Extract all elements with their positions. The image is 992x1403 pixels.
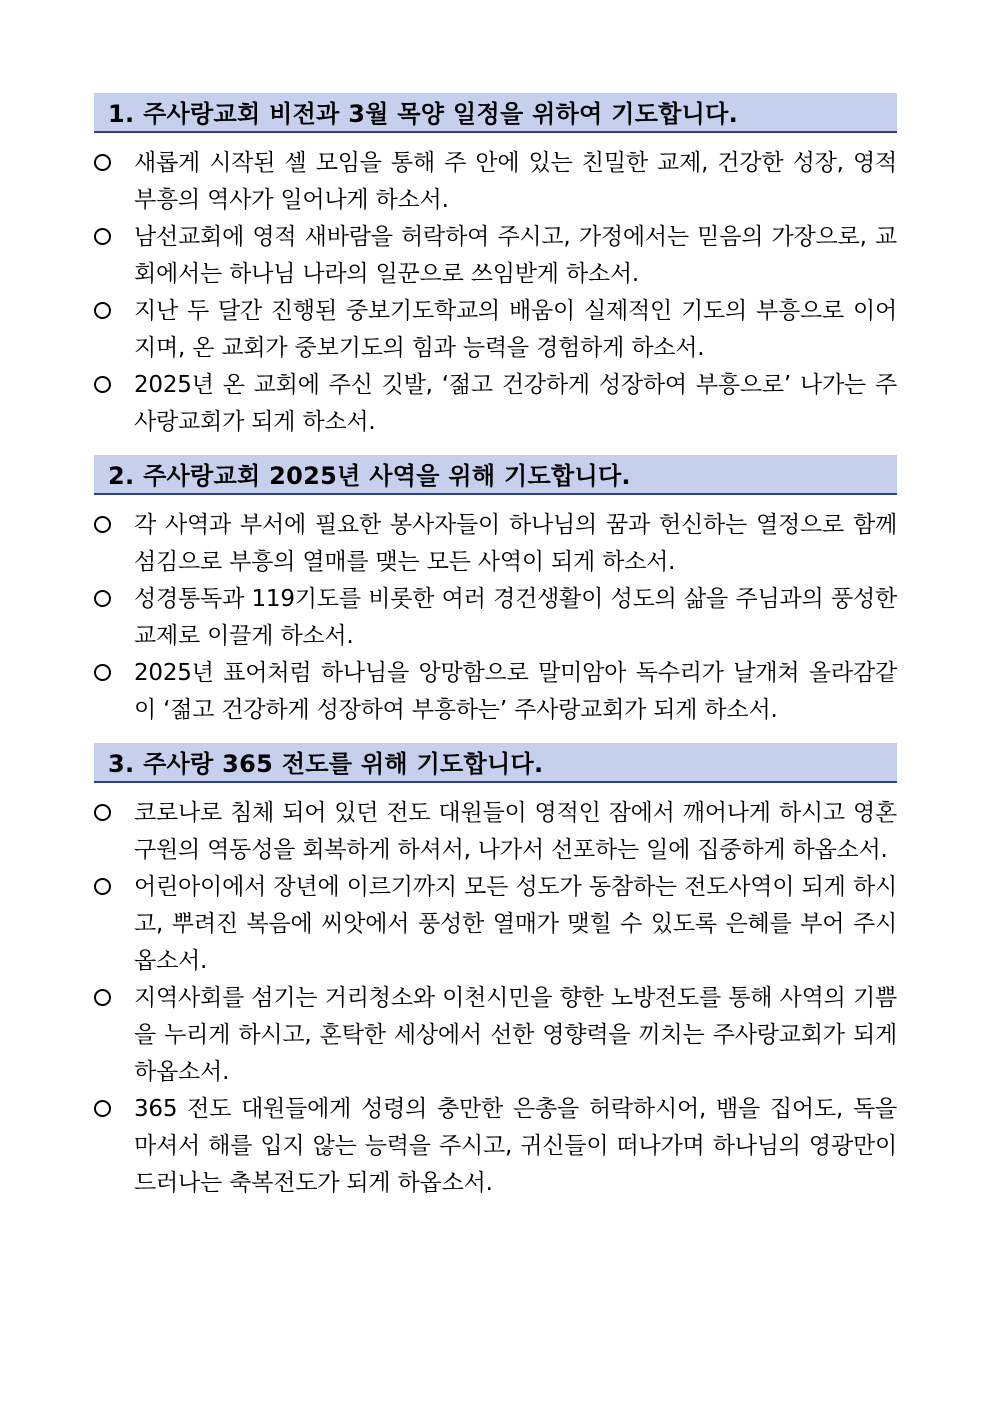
prayer-list — [94, 783, 897, 1202]
prayer-item — [94, 1091, 897, 1202]
prayer-text: 365 전도 대원들에게 성령의 충만한 은총을 허락하시어, 뱀을 집어도, 독을 마셔서 해를 입지 않는 능력을 주시고, 귀신들이 떠나가며 하나님의 영광만이 드러나는 축복전도가 되게 하옵소서. — [134, 1096, 897, 1196]
section-heading: 2. 주사랑교회 2025년 사역을 위해 기도합니다. — [94, 455, 897, 495]
circle-bullet-icon — [94, 804, 111, 821]
circle-bullet-icon — [94, 878, 111, 895]
prayer-text: 남선교회에 영적 새바람을 허락하여 주시고, 가정에서는 믿음의 가장으로, 교회에서는 하나님 나라의 일꾼으로 쓰임받게 하소서. — [134, 224, 897, 287]
circle-bullet-icon — [94, 590, 111, 607]
circle-bullet-icon — [94, 302, 111, 319]
prayer-item — [94, 293, 897, 367]
circle-bullet-icon — [94, 228, 111, 245]
prayer-list — [94, 133, 897, 441]
prayer-item — [94, 795, 897, 869]
prayer-text: 각 사역과 부서에 필요한 봉사자들이 하나님의 꿈과 헌신하는 열정으로 함께 섬김으로 부흥의 열매를 맺는 모든 사역이 되게 하소서. — [134, 512, 897, 575]
section-vision — [94, 93, 897, 441]
prayer-text: 어린아이에서 장년에 이르기까지 모든 성도가 동참하는 전도사역이 되게 하시고, 뿌려진 복음에 씨앗에서 풍성한 열매가 맺힐 수 있도록 은혜를 부어 주시옵소서. — [134, 874, 897, 974]
prayer-item — [94, 655, 897, 729]
prayer-text: 2025년 온 교회에 주신 깃발, ‘젊고 건강하게 성장하여 부흥으로’ 나가는 주사랑교회가 되게 하소서. — [134, 372, 897, 435]
prayer-item — [94, 219, 897, 293]
section-ministry — [94, 455, 897, 729]
prayer-item — [94, 980, 897, 1091]
circle-bullet-icon — [94, 989, 111, 1006]
section-heading: 3. 주사랑 365 전도를 위해 기도합니다. — [94, 743, 897, 783]
prayer-text: 코로나로 침체 되어 있던 전도 대원들이 영적인 잠에서 깨어나게 하시고 영혼 구원의 역동성을 회복하게 하셔서, 나가서 선포하는 일에 집중하게 하옵소서. — [134, 800, 897, 863]
prayer-text: 2025년 표어처럼 하나님을 앙망함으로 말미암아 독수리가 날개쳐 올라감같이 ‘젊고 건강하게 성장하여 부흥하는’ 주사랑교회가 되게 하소서. — [134, 660, 897, 723]
prayer-text: 지난 두 달간 진행된 중보기도학교의 배움이 실제적인 기도의 부흥으로 이어지며, 온 교회가 중보기도의 힘과 능력을 경험하게 하소서. — [134, 298, 897, 361]
prayer-item — [94, 581, 897, 655]
circle-bullet-icon — [94, 376, 111, 393]
prayer-item — [94, 869, 897, 980]
circle-bullet-icon — [94, 516, 111, 533]
circle-bullet-icon — [94, 154, 111, 171]
prayer-text: 성경통독과 119기도를 비롯한 여러 경건생활이 성도의 삶을 주님과의 풍성한 교제로 이끌게 하소서. — [134, 586, 897, 649]
section-evangelism — [94, 743, 897, 1202]
prayer-item — [94, 507, 897, 581]
prayer-document — [94, 93, 897, 1216]
prayer-text: 새롭게 시작된 셀 모임을 통해 주 안에 있는 친밀한 교제, 건강한 성장, 영적 부흥의 역사가 일어나게 하소서. — [134, 150, 897, 213]
prayer-item — [94, 367, 897, 441]
prayer-text: 지역사회를 섬기는 거리청소와 이천시민을 향한 노방전도를 통해 사역의 기쁨을 누리게 하시고, 혼탁한 세상에서 선한 영향력을 끼치는 주사랑교회가 되게 하옵소서. — [134, 985, 897, 1085]
circle-bullet-icon — [94, 1100, 111, 1117]
section-heading: 1. 주사랑교회 비전과 3월 목양 일정을 위하여 기도합니다. — [94, 93, 897, 133]
prayer-list — [94, 495, 897, 729]
circle-bullet-icon — [94, 664, 111, 681]
prayer-item — [94, 145, 897, 219]
